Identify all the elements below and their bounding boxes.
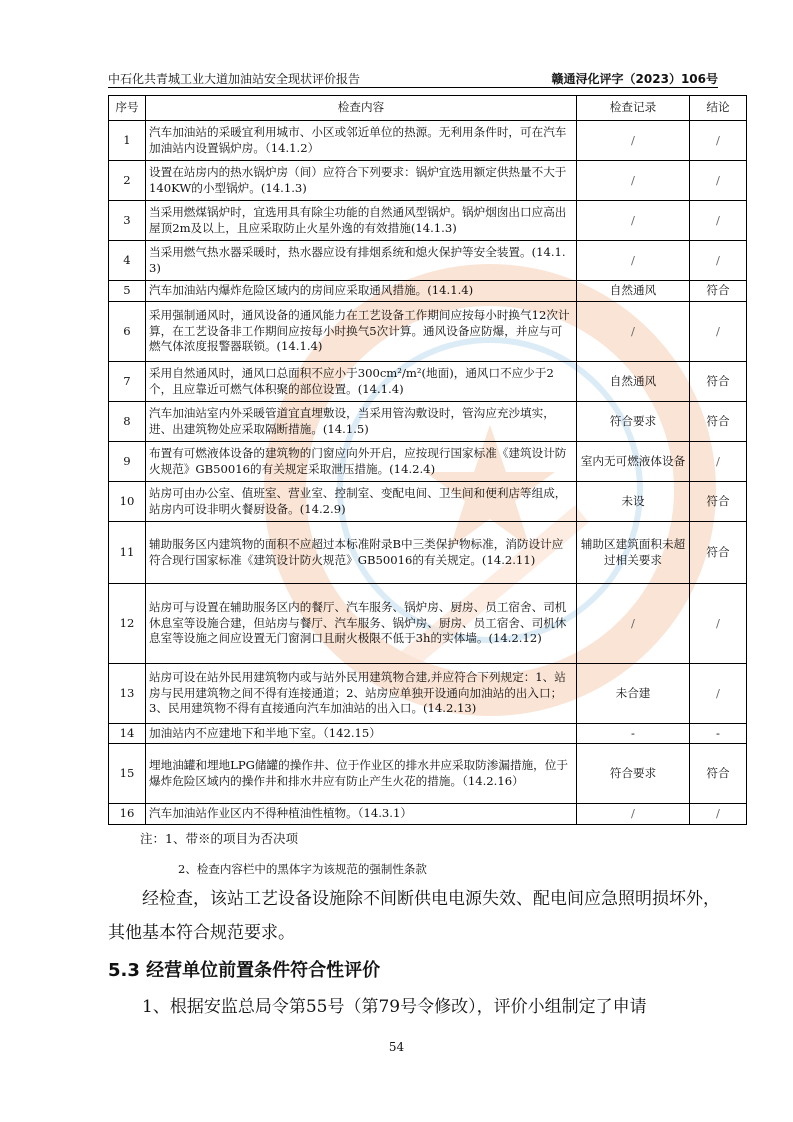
row-content: 加油站内不应建地下和半地下室。（142.15） [146,724,577,744]
header-rule [108,87,718,88]
row-result: 符合 [690,482,747,522]
row-content: 布置有可燃液体设备的建筑物的门窗应向外开启，应按现行国家标准《建筑设计防火规范》GB50016的有关规定采取泄压措施。(14.2.4) [146,442,577,482]
header-content: 检查内容 [146,96,577,121]
row-result: 符合 [690,362,747,402]
header-result: 结论 [690,96,747,121]
row-record: 符合要求 [577,402,690,442]
table-row [109,281,747,302]
conclusion-paragraph: 经检查，该站工艺设备设施除不间断供电电源失效、配电间应急照明损坏外，其他基本符合规范要求。 [108,889,720,943]
row-content: 站房可由办公室、值班室、营业室、控制室、变配电间、卫生间和便利店等组成，站房内可设非明火餐厨设备。(14.2.9) [146,482,577,522]
table-row [109,442,747,482]
table-row [109,804,747,825]
row-content: 汽车加油站作业区内不得种植油性植物。（14.3.1） [146,804,577,825]
row-no: 4 [109,241,146,281]
row-content: 采用强制通风时，通风设备的通风能力在工艺设备工作期间应按每小时换气12次计算，在工艺设备非工作期间应按每小时换气5次计算。通风设备应防爆，并应与可燃气体浓度报警器联锁。(14.1.4) [146,302,577,362]
row-record: - [577,724,690,744]
row-result: 符合 [690,402,747,442]
table-row [109,664,747,724]
row-result: 符合 [690,281,747,302]
row-record: 自然通风 [577,362,690,402]
row-content: 当采用燃煤锅炉时，宜选用具有除尘功能的自然通风型锅炉。锅炉烟囱出口应高出屋顶2m及以上，且应采取防止火星外逸的有效措施(14.1.3) [146,201,577,241]
row-result: / [690,201,747,241]
row-record: 未设 [577,482,690,522]
row-no: 5 [109,281,146,302]
row-content: 汽车加油站的采暖宜利用城市、小区或邻近单位的热源。无利用条件时，可在汽车加油站内设置锅炉房。（14.1.2） [146,121,577,161]
table-row [109,724,747,744]
row-record: 未合建 [577,664,690,724]
table-row [109,522,747,584]
row-no: 10 [109,482,146,522]
row-content: 站房可与设置在辅助服务区内的餐厅、汽车服务、锅炉房、厨房、员工宿舍、司机休息室等设施合建，但站房与餐厅、汽车服务、锅炉房、厨房、员工宿舍、司机休息室等设施之间应设置无门窗洞口且耐火极限不低于3h的实体墙。(14.2.12) [146,584,577,664]
row-result: - [690,724,747,744]
row-result: / [690,161,747,201]
note-mandatory-clauses: 2、检查内容栏中的黑体字为该规范的强制性条款 [178,862,427,876]
inspection-table [108,95,747,825]
table-row [109,402,747,442]
row-content: 采用自然通风时，通风口总面积不应小于300cm²/m²(地面)，通风口不应少于2个，且应靠近可燃气体积聚的部位设置。(14.1.4) [146,362,577,402]
page-number: 54 [388,1040,405,1054]
row-result: / [690,241,747,281]
table-row [109,201,747,241]
header-record: 检查记录 [577,96,690,121]
row-result: / [690,302,747,362]
row-no: 3 [109,201,146,241]
row-no: 15 [109,744,146,804]
row-content: 汽车加油站内爆炸危险区域内的房间应采取通风措施。(14.1.4) [146,281,577,302]
row-content: 当采用燃气热水器采暖时，热水器应设有排烟系统和熄火保护等安全装置。(14.1.3) [146,241,577,281]
row-record: / [577,302,690,362]
row-record: 符合要求 [577,744,690,804]
row-record: / [577,241,690,281]
row-no: 6 [109,302,146,362]
row-no: 2 [109,161,146,201]
row-no: 11 [109,522,146,584]
row-content: 站房可设在站外民用建筑物内或与站外民用建筑物合建,并应符合下列规定：1、站房与民用建筑物之间不得有连接通道；2、站房应单独开设通向加油站的出入口；3、民用建筑物不得有直接通向汽车加油站的出入口。(14.2.13) [146,664,577,724]
row-result: / [690,584,747,664]
row-no: 7 [109,362,146,402]
row-result: 符合 [690,522,747,584]
header-no: 序号 [109,96,146,121]
table-row [109,121,747,161]
row-no: 12 [109,584,146,664]
table-row [109,482,747,522]
row-no: 16 [109,804,146,825]
row-record: 辅助区建筑面积未超过相关要求 [577,522,690,584]
row-result: 符合 [690,744,747,804]
row-record: 室内无可燃液体设备 [577,442,690,482]
table-row [109,241,747,281]
row-record: / [577,201,690,241]
row-record: / [577,161,690,201]
table-header-row [109,96,747,121]
table-row [109,302,747,362]
row-record: / [577,584,690,664]
section-paragraph: 1、根据安监总局令第55号（第79号令修改），评价小组制定了申请 [142,997,647,1017]
row-content: 设置在站房内的热水锅炉房（间）应符合下列要求：锅炉宜选用额定供热量不大于140KW的小型锅炉。(14.1.3) [146,161,577,201]
row-no: 8 [109,402,146,442]
row-no: 13 [109,664,146,724]
table-row [109,161,747,201]
row-no: 9 [109,442,146,482]
row-result: / [690,664,747,724]
row-content: 汽车加油站室内外采暖管道宜直埋敷设，当采用管沟敷设时，管沟应充沙填实，进、出建筑物处应采取隔断措施。(14.1.5) [146,402,577,442]
table-row [109,744,747,804]
report-number: 赣通浔化评字（2023）106号 [551,72,718,86]
row-no: 14 [109,724,146,744]
row-record: / [577,804,690,825]
report-title: 中石化共青城工业大道加油站安全现状评价报告 [108,72,361,86]
section-heading: 5.3 经营单位前置条件符合性评价 [108,960,381,981]
row-record: / [577,121,690,161]
row-result: / [690,804,747,825]
row-no: 1 [109,121,146,161]
note-veto-items: 注：1、带※的项目为否决项 [140,831,298,846]
row-content: 埋地油罐和埋地LPG储罐的操作井、位于作业区的排水井应采取防渗漏措施，位于爆炸危险区域内的操作井和排水井应有防止产生火花的措施。（14.2.16） [146,744,577,804]
row-content: 辅助服务区内建筑物的面积不应超过本标准附录B中三类保护物标准，消防设计应符合现行国家标准《建筑设计防火规范》GB50016的有关规定。(14.2.11) [146,522,577,584]
row-result: / [690,121,747,161]
table-row [109,362,747,402]
row-record: 自然通风 [577,281,690,302]
row-result: / [690,442,747,482]
table-row [109,584,747,664]
page-header [108,68,718,88]
